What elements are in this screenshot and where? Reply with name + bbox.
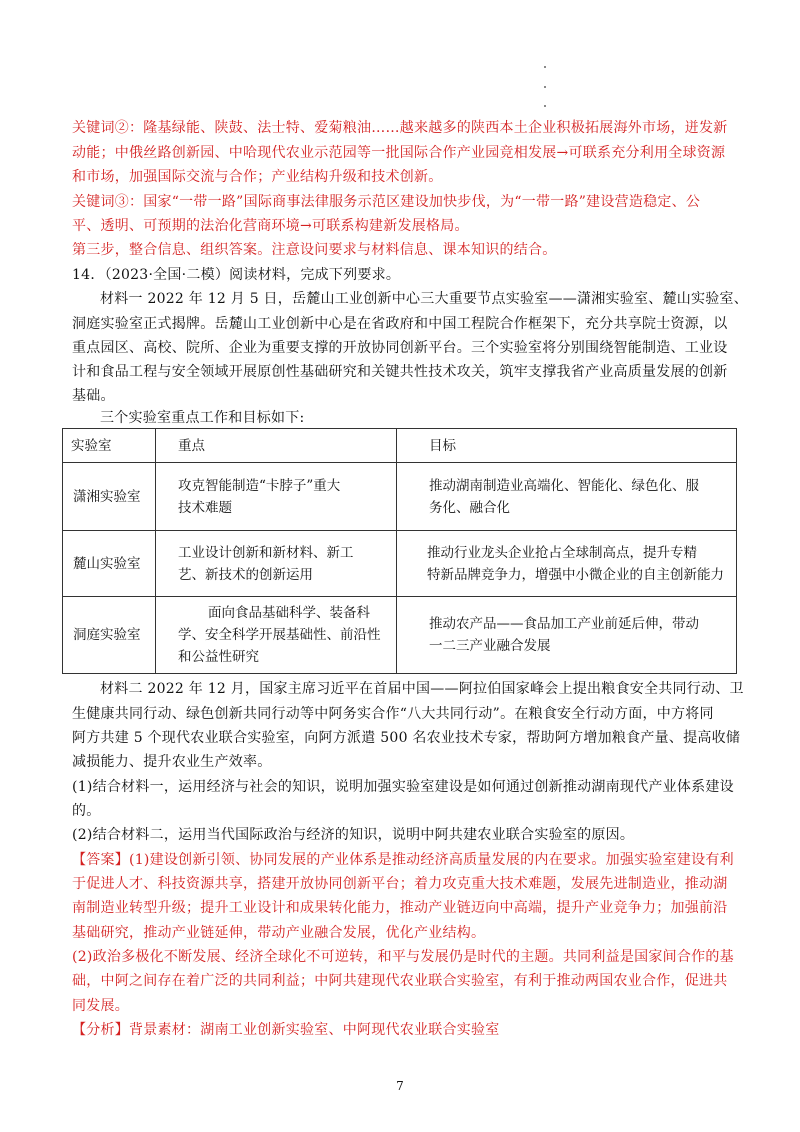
row-lab-name: 麓山实验室 — [63, 531, 156, 597]
goal-line: 推动湖南制造业高端化、智能化、绿色化、服 — [429, 477, 699, 494]
material1-line: 重点园区、高校、院所、企业为重要支撑的开放协同创新平台。三个实验室将分别围绕智能制造、工业设 — [72, 340, 728, 356]
keyword3-line: 关键词③：国家“一带一路”国际商事法律服务示范区建设加快步伐，为“一带一路”建设营造稳定、公 — [72, 194, 701, 210]
material2-line: 生健康共同行动、绿色创新共同行动等中阿务实合作“八大共同行动”。在粮食安全行动方面，中方将同 — [72, 706, 714, 722]
answer-line: 础，中阿之间存在着广泛的共同利益；中阿共建现代农业联合实验室，有利于推动两国农业合作，促进共 — [72, 973, 728, 989]
material1-line: 基础。 — [72, 388, 115, 404]
table-row — [63, 531, 737, 597]
answer-line: 【答案】(1)建设创新引领、协同发展的产业体系是推动经济高质量发展的内在要求。加强实验室建设有利 — [72, 852, 734, 868]
focus-line: 工业设计创新和新材料、新工 — [178, 544, 354, 561]
header-focus: 重点 — [156, 429, 397, 463]
row-lab-name: 洞庭实验室 — [63, 597, 156, 674]
goal-line: 推动行业龙头企业抢占全球制高点，提升专精 — [427, 544, 697, 561]
material2-line: 阿方共建 5 个现代农业联合实验室，向阿方派遣 500 名农业技术专家，帮助阿方增加粮食产量、提高收储 — [72, 730, 741, 746]
table-header-row — [63, 429, 737, 463]
row-goal — [397, 597, 737, 674]
table-row — [63, 463, 737, 531]
analysis-line: 【分析】背景素材：湖南工业创新实验室、中阿现代农业联合实验室 — [72, 1022, 500, 1038]
decorative-dot — [544, 105, 546, 107]
row-focus — [156, 597, 397, 674]
header-goal: 目标 — [397, 429, 737, 463]
lab-table — [62, 428, 737, 674]
keyword3-line: 平、透明、可预期的法治化营商环境→可联系构建新发展格局。 — [72, 218, 469, 234]
goal-line: 特新品牌竞争力，增强中小微企业的自主创新能力 — [427, 566, 724, 583]
focus-line: 艺、新技术的创新运用 — [178, 566, 313, 583]
row-focus — [156, 531, 397, 597]
keyword2-line: 和市场，加强国际交流与合作；产业结构升级和技术创新。 — [72, 169, 443, 185]
header-lab: 实验室 — [63, 429, 156, 463]
goal-line: 一二三产业融合发展 — [429, 638, 551, 654]
row-goal — [397, 531, 737, 597]
question1-line: 的。 — [72, 803, 101, 819]
material1-line: 洞庭实验室正式揭牌。岳麓山工业创新中心是在省政府和中国工程院合作框架下，充分共享院士资源，以 — [72, 316, 728, 332]
decorative-dot — [544, 86, 546, 88]
material1-line: 计和食品工程与安全领域开展原创性基础研究和关键共性技术攻关，筑牢支撑我省产业高质量发展的创新 — [72, 364, 728, 380]
answer-line: 同发展。 — [72, 998, 129, 1014]
focus-line: 面向食品基础科学、装备科 — [208, 605, 370, 621]
material1-line: 材料一 2022 年 12 月 5 日，岳麓山工业创新中心三大重要节点实验室——潇湘实验室、麓山实验室、 — [100, 291, 749, 307]
answer-line: (2)政治多极化不断发展、经济全球化不可逆转，和平与发展仍是时代的主题。共同利益是国家间合作的基 — [72, 949, 734, 965]
table-intro: 三个实验室重点工作和目标如下: — [100, 410, 305, 426]
row-goal — [397, 463, 737, 531]
material2-line: 材料二 2022 年 12 月，国家主席习近平在首届中国——阿拉伯国家峰会上提出粮食安全共同行动、卫 — [100, 681, 744, 697]
step3-line: 第三步，整合信息、组织答案。注意设问要求与材料信息、课本知识的结合。 — [72, 242, 557, 258]
question-title: 14．（2023·全国·二模）阅读材料，完成下列要求。 — [72, 267, 401, 283]
material2-line: 减损能力、提升农业生产效率。 — [72, 754, 272, 770]
goal-line: 推动农产品——食品加工产业前延后伸，带动 — [429, 616, 699, 632]
table-row — [63, 597, 737, 674]
keyword2-line: 关键词②：隆基绿能、陕鼓、法士特、爱菊粮油……越来越多的陕西本土企业积极拓展海外市场，迸发新 — [72, 120, 728, 136]
answer-line: 南制造业转型升级；提升工业设计和成果转化能力，推动产业链迈向中高端，提升产业竞争力；加强前沿 — [72, 900, 728, 916]
focus-line: 攻克智能制造“卡脖子”重大 — [178, 477, 341, 494]
answer-line: 于促进人才、科技资源共享，搭建开放协同创新平台；着力攻克重大技术难题，发展先进制造业，推动湖 — [72, 876, 728, 892]
row-lab-name: 潇湘实验室 — [63, 463, 156, 531]
keyword2-line: 动能；中俄丝路创新园、中哈现代农业示范园等一批国际合作产业园竞相发展→可联系充分利用全球资源 — [72, 145, 726, 161]
focus-line: 学、安全科学开展基础性、前沿性 — [178, 627, 381, 643]
goal-line: 务化、融合化 — [429, 499, 510, 516]
focus-line: 和公益性研究 — [178, 649, 259, 665]
question2-line: (2)结合材料二，运用当代国际政治与经济的知识，说明中阿共建农业联合实验室的原因。 — [72, 827, 635, 843]
answer-line: 基础研究，推动产业链延伸，带动产业融合发展，优化产业结构。 — [72, 925, 486, 941]
row-focus — [156, 463, 397, 531]
decorative-dot — [544, 66, 546, 68]
question1-line: (1)结合材料一，运用经济与社会的知识，说明加强实验室建设是如何通过创新推动湖南现代产业体系建设 — [72, 779, 734, 795]
page-number: 7 — [396, 1079, 404, 1093]
focus-line: 技术难题 — [178, 499, 232, 516]
